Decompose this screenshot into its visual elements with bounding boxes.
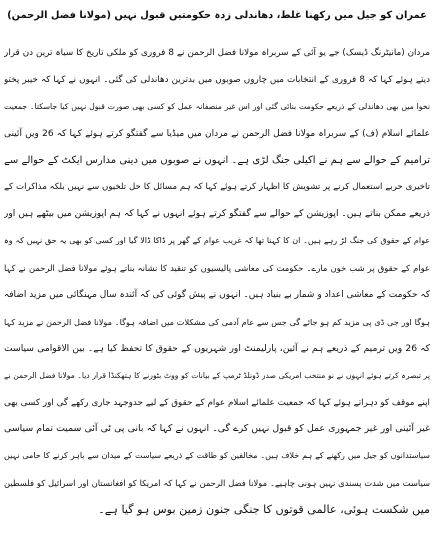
body-line: ذریعے ممکن بناتے ہیں۔ اپوزیشن کے حوالے سے گفتگو کرتے ہوئے انہوں نے کہا کہ ہم اپوزیشن میں بیٹھے ہیں اور bbox=[4, 208, 430, 220]
body-line: غیر آئینی اور غیر جمہوری عمل کو قبول نہیں کرے گی۔ انہوں نے کہا کہ بانی پی ٹی آئی سمیت تمام سیاسی bbox=[4, 423, 430, 435]
body-line: کہ حکومت کے معاشی اعداد و شمار بے بنیاد ہیں۔ انہوں نے پیش گوئی کی کہ آئندہ سال مہنگائی میں مزید اضافہ bbox=[4, 290, 430, 301]
body-line: مردان (مانیٹرنگ ڈیسک) جے یو آئی کے سربراہ مولانا فضل الرحمن نے 8 فروری کو ملکی تاریخ کا سیاہ ترین دن قرار bbox=[4, 48, 430, 58]
article-headline: عمران کو جیل میں رکھنا غلط، دھاندلی زدہ حکومتیں قبول نہیں (مولانا فضل الرحمن) bbox=[7, 10, 427, 21]
body-line: سیاست میں شدت پسندی نہیں ہونی چاہیے۔ مولانا فضل الرحمن نے کہا کہ امریکا کو افغانستان اور اسرائیل کو فلسطین bbox=[4, 478, 430, 489]
body-line: پر تبصرہ کرتے ہوئے انہوں نے نو منتخب امریکی صدر ڈونلڈ ٹرمپ کے بیانات کو ووٹ بٹورنے کا ہتھکنڈا قرار دیا۔ مولانا فضل الرحمن نے bbox=[4, 370, 430, 380]
body-line: دیتے ہوئے کہا کہ 8 فروری کے انتخابات میں چاروں صوبوں میں بدترین دھاندلی کی گئی۔ انہوں نے کہا کہ خیبر پختو bbox=[4, 74, 430, 85]
article-body bbox=[4, 40, 430, 524]
body-line: عوام کے حقوق کی جنگ لڑ رہے ہیں۔ ان کا کہنا تھا کہ غریب عوام کے گھر پر ڈاکا ڈالا گیا اور کسی کو بھی یہ حق نہیں کہ وہ bbox=[4, 236, 430, 246]
news-article bbox=[4, 2, 430, 545]
body-line: اپنے موقف کو دہراتے ہوئے کہا کہ جمعیت علمائے اسلام عوام کے حقوق کے لیے جدوجہد جاری رکھے گی اور کسی بھی bbox=[4, 397, 430, 408]
body-line: تاخیری حربے استعمال کرنے پر تشویش کا اظہار کرتے ہوئے کہا کہ ہم مسائل کا حل تلخیوں سے نہیں بلکہ مذاکرات کے bbox=[4, 182, 430, 193]
body-line: سیاستدانوں کو جیل میں رکھنے کے ہم خلاف ہیں۔ مخالفین کو طاقت کے ذریعے سیاست کے میدان سے باہر کرنے کا حامی نہیں bbox=[4, 451, 430, 461]
body-line: ہوگا اور جی ڈی پی مزید کم ہو جائے گی جس سے عام آدمی کی مشکلات میں اضافہ ہوگا۔ مولانا فضل الرحمن نے مزید کہا bbox=[4, 316, 430, 327]
body-line: میں شکست ہوئی، عالمی قوتوں کا جنگی جنون زمین بوس ہو گیا ہے۔ bbox=[98, 503, 430, 517]
body-line: ترامیم کے حوالے سے ہم نے اکیلی جنگ لڑی ہے۔ انہوں نے صوبوں میں دینی مدارس ایکٹ کے حوالے سے bbox=[4, 154, 430, 166]
body-line: علمائے اسلام (ف) کے سربراہ مولانا فضل الرحمن نے مردان میں میڈیا سے گفتگو کرتے ہوئے کہا کہ 26 ویں آئینی bbox=[4, 128, 430, 139]
body-line: عوام کے حقوق پر شب خون مارے۔ حکومت کی معاشی پالیسیوں کو تنقید کا نشانہ بناتے ہوئے مولانا فضل الرحمن نے کہا bbox=[4, 263, 430, 274]
body-line: نخوا میں بھی دھاندلی کے ذریعے حکومت بنائی گئی اور اس غیر منصفانہ عمل کو کسی بھی صورت قبول نہیں کیا جاسکتا۔ جمعیت bbox=[4, 101, 430, 111]
body-line: کہ 26 ویں ترمیم کے ذریعے ہم نے آئین، پارلیمنٹ اور شہریوں کے حقوق کا تحفظ کیا ہے۔ بین الاقوامی سیاست bbox=[4, 342, 430, 354]
